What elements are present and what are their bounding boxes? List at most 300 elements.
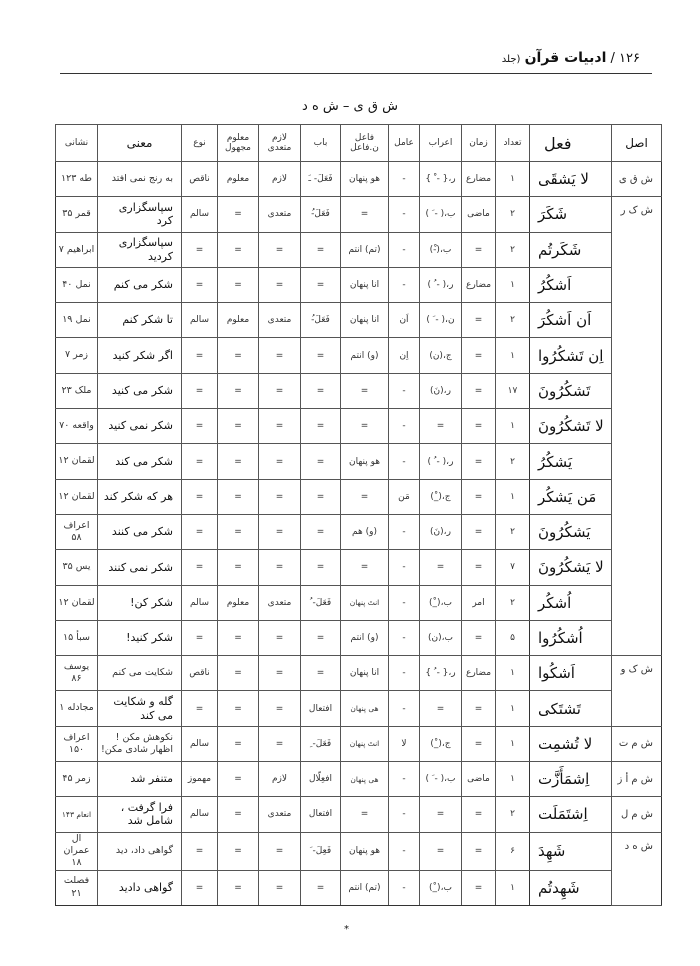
- cell-amel: مَن: [389, 479, 420, 514]
- cell-fael: (و) انتم: [341, 620, 389, 655]
- cell-mana: شکر نمی کنید: [98, 409, 182, 444]
- cell-fael: =: [341, 479, 389, 514]
- cell-erab: ج،(ن): [420, 338, 462, 373]
- cell-asl: ش ک و: [612, 656, 662, 727]
- cell-amel: -: [389, 620, 420, 655]
- table-row: [56, 197, 662, 232]
- cell-mana: شکر می کنم: [98, 267, 182, 302]
- cell-amel: -: [389, 373, 420, 408]
- cell-mana: نکوهش مکن ! اظهار شادی مکن!: [98, 726, 182, 761]
- table-row: [56, 409, 662, 444]
- table-row: [56, 444, 662, 479]
- cell-malum: =: [218, 409, 259, 444]
- cell-erab: ر،{ - ُ }: [420, 656, 462, 691]
- cell-lazem: متعدی: [259, 197, 301, 232]
- cell-zaman: =: [462, 514, 496, 549]
- cell-bab: فَعَلَ- ُ: [301, 585, 341, 620]
- running-head: [502, 50, 640, 66]
- cell-bab: فَعَلَ-ُ: [301, 197, 341, 232]
- table-row: [56, 514, 662, 549]
- cell-bab: =: [301, 514, 341, 549]
- header-neshani: نشانی: [56, 125, 98, 162]
- cell-bab: افتعال: [301, 691, 341, 726]
- table-row: [56, 691, 662, 726]
- cell-zaman: مضارع: [462, 656, 496, 691]
- cell-lazem: =: [259, 726, 301, 761]
- cell-bab: =: [301, 338, 341, 373]
- cell-bab: =: [301, 373, 341, 408]
- cell-naw: سالم: [182, 726, 218, 761]
- cell-bab: =: [301, 232, 341, 267]
- cell-lazem: =: [259, 338, 301, 373]
- cell-zaman: =: [462, 338, 496, 373]
- cell-amel: اَن: [389, 303, 420, 338]
- cell-mana: به رنج نمی افتد: [98, 162, 182, 197]
- cell-fael: انتَ پنهان: [341, 726, 389, 761]
- cell-fel: اَشکُوا: [530, 656, 612, 691]
- cell-asl: ش م ل: [612, 797, 662, 832]
- cell-fel: لا تُشمِت: [530, 726, 612, 761]
- header-bab: باب: [301, 125, 341, 162]
- cell-lazem: =: [259, 620, 301, 655]
- cell-zaman: ماضی: [462, 197, 496, 232]
- cell-amel: -: [389, 762, 420, 797]
- header-naw: نوع: [182, 125, 218, 162]
- cell-mana: شکر کن!: [98, 585, 182, 620]
- header-fel: فعل: [530, 125, 612, 162]
- cell-erab: ب،(-ْ): [420, 232, 462, 267]
- cell-fel: اِشتَمَلَت: [530, 797, 612, 832]
- cell-amel: -: [389, 267, 420, 302]
- cell-bab: =: [301, 620, 341, 655]
- cell-fael: انا پنهان: [341, 303, 389, 338]
- cell-tedad: ۱۷: [496, 373, 530, 408]
- cell-erab: ب،( - َ ): [420, 762, 462, 797]
- table-row: [56, 656, 662, 691]
- cell-mana: شکر نمی کنند: [98, 550, 182, 585]
- cell-lazem: =: [259, 550, 301, 585]
- header-mana: معنی: [98, 125, 182, 162]
- cell-fel: لا تَشکُرُونَ: [530, 409, 612, 444]
- cell-zaman: =: [462, 550, 496, 585]
- cell-bab: =: [301, 870, 341, 905]
- volume-label: (جلد: [501, 54, 521, 65]
- cell-malum: =: [218, 338, 259, 373]
- cell-bab: =: [301, 479, 341, 514]
- cell-fel: اُشکُرُوا: [530, 620, 612, 655]
- table-row: [56, 832, 662, 870]
- cell-bab: فَعَلَ- ـَ: [301, 162, 341, 197]
- cell-fael: =: [341, 550, 389, 585]
- cell-tedad: ۲: [496, 797, 530, 832]
- cell-lazem: لازم: [259, 162, 301, 197]
- cell-zaman: =: [462, 232, 496, 267]
- cell-fael: (تم) انتم: [341, 870, 389, 905]
- cell-fel: شَکَرتُم: [530, 232, 612, 267]
- cell-tedad: ۱: [496, 762, 530, 797]
- cell-mana: گواهی داد، دید: [98, 832, 182, 870]
- table-row: [56, 620, 662, 655]
- cell-amel: -: [389, 409, 420, 444]
- cell-bab: فَعَلَ- ِ: [301, 726, 341, 761]
- cell-lazem: =: [259, 514, 301, 549]
- cell-asl: ش م ت: [612, 726, 662, 761]
- cell-amel: -: [389, 585, 420, 620]
- cell-neshani: نمل ۴۰: [56, 267, 98, 302]
- cell-neshani: فصلت ۲۱: [56, 870, 98, 905]
- cell-neshani: ابراهیم ۷: [56, 232, 98, 267]
- cell-lazem: =: [259, 373, 301, 408]
- cell-lazem: =: [259, 479, 301, 514]
- table-row: [56, 797, 662, 832]
- cell-lazem: =: [259, 232, 301, 267]
- cell-amel: لا: [389, 726, 420, 761]
- cell-naw: =: [182, 691, 218, 726]
- book-title: ادبیات قرآن: [524, 50, 607, 66]
- verb-analysis-table: [55, 124, 662, 906]
- cell-bab: افتعال: [301, 797, 341, 832]
- header-erab: اعراب: [420, 125, 462, 162]
- cell-tedad: ۵: [496, 620, 530, 655]
- cell-tedad: ۱: [496, 656, 530, 691]
- cell-lazem: =: [259, 870, 301, 905]
- cell-lazem: لازم: [259, 762, 301, 797]
- cell-neshani: لقمان ۱۲: [56, 479, 98, 514]
- cell-fael: (و) انتم: [341, 338, 389, 373]
- cell-bab: =: [301, 444, 341, 479]
- cell-naw: سالم: [182, 585, 218, 620]
- cell-fael: هی پنهان: [341, 691, 389, 726]
- cell-naw: =: [182, 550, 218, 585]
- table-row: [56, 303, 662, 338]
- cell-tedad: ۱: [496, 162, 530, 197]
- cell-neshani: اعراف ۵۸: [56, 514, 98, 549]
- cell-erab: ب،(_ْ): [420, 870, 462, 905]
- table-row: [56, 338, 662, 373]
- cell-malum: =: [218, 656, 259, 691]
- cell-malum: =: [218, 691, 259, 726]
- cell-tedad: ۱: [496, 267, 530, 302]
- cell-mana: هر که شکر کند: [98, 479, 182, 514]
- cell-fael: =: [341, 409, 389, 444]
- cell-mana: شکر کنید!: [98, 620, 182, 655]
- cell-mana: سپاسگزاری کردید: [98, 232, 182, 267]
- table-body: [56, 162, 662, 906]
- cell-zaman: =: [462, 726, 496, 761]
- cell-mana: گله و شکایت می کند: [98, 691, 182, 726]
- cell-lazem: =: [259, 409, 301, 444]
- cell-neshani: قمر ۳۵: [56, 197, 98, 232]
- cell-malum: =: [218, 444, 259, 479]
- cell-amel: -: [389, 162, 420, 197]
- cell-neshani: یوسف ۸۶: [56, 656, 98, 691]
- cell-fel: اِن تَشکُرُوا: [530, 338, 612, 373]
- header-lazem: لازم متعدی: [259, 125, 301, 162]
- cell-amel: -: [389, 444, 420, 479]
- cell-lazem: =: [259, 444, 301, 479]
- cell-tedad: ۱: [496, 726, 530, 761]
- cell-erab: ن،( - َ ): [420, 303, 462, 338]
- cell-neshani: نمل ۱۹: [56, 303, 98, 338]
- cell-bab: افعِلّال: [301, 762, 341, 797]
- cell-zaman: =: [462, 303, 496, 338]
- table-row: [56, 373, 662, 408]
- cell-lazem: متعدی: [259, 585, 301, 620]
- table-row: [56, 479, 662, 514]
- cell-fael: انتَ پنهان: [341, 585, 389, 620]
- cell-asl: ش م أ ز: [612, 762, 662, 797]
- header-asl: اصل: [612, 125, 662, 162]
- cell-amel: -: [389, 197, 420, 232]
- cell-neshani: انعام ۱۴۳: [56, 797, 98, 832]
- cell-naw: =: [182, 620, 218, 655]
- cell-asl: ش ک ر: [612, 197, 662, 656]
- cell-malum: =: [218, 620, 259, 655]
- cell-zaman: =: [462, 797, 496, 832]
- cell-naw: =: [182, 479, 218, 514]
- cell-tedad: ۱: [496, 691, 530, 726]
- cell-bab: فَعَلَ-ُ: [301, 303, 341, 338]
- cell-naw: سالم: [182, 797, 218, 832]
- table-row: [56, 726, 662, 761]
- cell-fel: اُشکُر: [530, 585, 612, 620]
- cell-malum: =: [218, 797, 259, 832]
- cell-zaman: مضارع: [462, 267, 496, 302]
- cell-neshani: زمر ۷: [56, 338, 98, 373]
- header-zaman: زمان: [462, 125, 496, 162]
- cell-fael: هو پنهان: [341, 444, 389, 479]
- cell-erab: =: [420, 550, 462, 585]
- cell-lazem: =: [259, 832, 301, 870]
- cell-malum: =: [218, 514, 259, 549]
- cell-erab: =: [420, 797, 462, 832]
- cell-fel: اِشمَأَزَّت: [530, 762, 612, 797]
- cell-fel: یَشکُرُونَ: [530, 514, 612, 549]
- cell-tedad: ۲: [496, 444, 530, 479]
- cell-neshani: آل عمران ۱۸: [56, 832, 98, 870]
- cell-asl: ش ه د: [612, 832, 662, 905]
- cell-lazem: =: [259, 656, 301, 691]
- cell-malum: =: [218, 232, 259, 267]
- cell-mana: شکایت می کنم: [98, 656, 182, 691]
- cell-malum: =: [218, 267, 259, 302]
- header-rule: [60, 73, 652, 74]
- cell-lazem: متعدی: [259, 303, 301, 338]
- cell-naw: =: [182, 409, 218, 444]
- cell-zaman: مضارع: [462, 162, 496, 197]
- cell-naw: =: [182, 232, 218, 267]
- cell-erab: ج،(_ْ): [420, 726, 462, 761]
- cell-erab: =: [420, 691, 462, 726]
- cell-neshani: لقمان ۱۲: [56, 585, 98, 620]
- cell-mana: شکر می کنید: [98, 373, 182, 408]
- cell-fel: اَشکُرُ: [530, 267, 612, 302]
- cell-erab: =: [420, 832, 462, 870]
- cell-erab: ب،(_ْ): [420, 585, 462, 620]
- cell-zaman: ماضی: [462, 762, 496, 797]
- cell-bab: =: [301, 409, 341, 444]
- cell-naw: مهموز: [182, 762, 218, 797]
- cell-fael: هو پنهان: [341, 832, 389, 870]
- table-row: [56, 870, 662, 905]
- table-row: [56, 585, 662, 620]
- cell-fael: انا پنهان: [341, 267, 389, 302]
- table-row: [56, 267, 662, 302]
- cell-zaman: =: [462, 373, 496, 408]
- cell-neshani: زمر ۴۵: [56, 762, 98, 797]
- cell-naw: ناقص: [182, 162, 218, 197]
- cell-fael: =: [341, 197, 389, 232]
- cell-naw: ناقص: [182, 656, 218, 691]
- cell-neshani: مجادله ۱: [56, 691, 98, 726]
- cell-lazem: =: [259, 267, 301, 302]
- cell-naw: =: [182, 267, 218, 302]
- cell-mana: تا شکر کنم: [98, 303, 182, 338]
- cell-malum: =: [218, 726, 259, 761]
- cell-mana: شکر می کند: [98, 444, 182, 479]
- cell-fael: هی پنهان: [341, 762, 389, 797]
- cell-zaman: امر: [462, 585, 496, 620]
- cell-fael: =: [341, 373, 389, 408]
- cell-fel: لا یَشقَی: [530, 162, 612, 197]
- cell-zaman: =: [462, 832, 496, 870]
- cell-naw: =: [182, 338, 218, 373]
- cell-amel: -: [389, 514, 420, 549]
- cell-fael: هو پنهان: [341, 162, 389, 197]
- cell-malum: =: [218, 373, 259, 408]
- footer-mark: *: [344, 924, 349, 935]
- cell-tedad: ۱: [496, 870, 530, 905]
- cell-erab: ر،{ - ْ }: [420, 162, 462, 197]
- cell-amel: -: [389, 550, 420, 585]
- cell-zaman: =: [462, 444, 496, 479]
- cell-naw: =: [182, 832, 218, 870]
- cell-erab: =: [420, 409, 462, 444]
- cell-fael: انا پنهان: [341, 656, 389, 691]
- cell-fel: تَشکُرُونَ: [530, 373, 612, 408]
- cell-fael: (تم) انتم: [341, 232, 389, 267]
- header-row: [56, 125, 662, 162]
- cell-zaman: =: [462, 479, 496, 514]
- cell-erab: ب،(ن): [420, 620, 462, 655]
- cell-zaman: =: [462, 870, 496, 905]
- table-row: [56, 762, 662, 797]
- cell-lazem: متعدی: [259, 797, 301, 832]
- cell-mana: شکر می کنند: [98, 514, 182, 549]
- cell-fel: شَهِدَ: [530, 832, 612, 870]
- cell-bab: =: [301, 550, 341, 585]
- cell-zaman: =: [462, 409, 496, 444]
- section-title: ش ق ی – ش ه د: [302, 99, 398, 114]
- cell-neshani: یس ۳۵: [56, 550, 98, 585]
- cell-naw: =: [182, 870, 218, 905]
- cell-bab: =: [301, 267, 341, 302]
- cell-amel: -: [389, 870, 420, 905]
- table-row: [56, 550, 662, 585]
- cell-amel: -: [389, 232, 420, 267]
- cell-tedad: ۲: [496, 514, 530, 549]
- cell-erab: ر،(نَ): [420, 514, 462, 549]
- cell-malum: معلوم: [218, 303, 259, 338]
- cell-mana: فرا گرفت ، شامل شد: [98, 797, 182, 832]
- cell-malum: =: [218, 870, 259, 905]
- cell-malum: =: [218, 197, 259, 232]
- cell-tedad: ۱: [496, 409, 530, 444]
- cell-bab: فَعِلَ- َ: [301, 832, 341, 870]
- table-row: [56, 232, 662, 267]
- header-malum: معلوم مجهول: [218, 125, 259, 162]
- cell-mana: متنفر شد: [98, 762, 182, 797]
- cell-fael: (و) هم: [341, 514, 389, 549]
- cell-erab: ج،(_ْ): [420, 479, 462, 514]
- cell-asl: ش ق ی: [612, 162, 662, 197]
- cell-tedad: ۲: [496, 585, 530, 620]
- cell-malum: معلوم: [218, 162, 259, 197]
- cell-naw: =: [182, 514, 218, 549]
- cell-neshani: سبأ ۱۵: [56, 620, 98, 655]
- cell-tedad: ۲: [496, 232, 530, 267]
- header-amel: عامل: [389, 125, 420, 162]
- header-tedad: تعداد: [496, 125, 530, 162]
- cell-neshani: ملک ۲۳: [56, 373, 98, 408]
- cell-naw: =: [182, 373, 218, 408]
- cell-mana: اگر شکر کنید: [98, 338, 182, 373]
- cell-fel: مَن یَشکُر: [530, 479, 612, 514]
- cell-amel: اِن: [389, 338, 420, 373]
- cell-erab: ر،( - ُ ): [420, 267, 462, 302]
- cell-fel: شَهِدتُم: [530, 870, 612, 905]
- cell-erab: ر،(نَ): [420, 373, 462, 408]
- cell-fel: یَشکُرُ: [530, 444, 612, 479]
- cell-amel: -: [389, 691, 420, 726]
- separator: /: [610, 51, 615, 66]
- cell-zaman: =: [462, 620, 496, 655]
- cell-tedad: ۲: [496, 303, 530, 338]
- cell-erab: ب،( - َ ): [420, 197, 462, 232]
- header-fael: فاعل ن.فاعل: [341, 125, 389, 162]
- cell-malum: معلوم: [218, 585, 259, 620]
- cell-malum: =: [218, 832, 259, 870]
- cell-amel: -: [389, 832, 420, 870]
- cell-mana: گواهی دادید: [98, 870, 182, 905]
- cell-tedad: ۶: [496, 832, 530, 870]
- cell-fel: شَکَرَ: [530, 197, 612, 232]
- cell-fel: تَشتَکی: [530, 691, 612, 726]
- cell-neshani: طه ۱۲۳: [56, 162, 98, 197]
- cell-tedad: ۲: [496, 197, 530, 232]
- cell-erab: ر،( - ُ ): [420, 444, 462, 479]
- cell-malum: =: [218, 479, 259, 514]
- cell-amel: -: [389, 797, 420, 832]
- cell-zaman: =: [462, 691, 496, 726]
- cell-malum: =: [218, 550, 259, 585]
- cell-lazem: =: [259, 691, 301, 726]
- cell-tedad: ۱: [496, 479, 530, 514]
- cell-fael: =: [341, 797, 389, 832]
- cell-naw: سالم: [182, 197, 218, 232]
- cell-neshani: لقمان ۱۲: [56, 444, 98, 479]
- page-number: ۱۲۶: [619, 51, 640, 66]
- cell-bab: =: [301, 656, 341, 691]
- cell-malum: =: [218, 762, 259, 797]
- cell-tedad: ۷: [496, 550, 530, 585]
- cell-tedad: ۱: [496, 338, 530, 373]
- cell-amel: -: [389, 656, 420, 691]
- cell-fel: اَن اَشکُرَ: [530, 303, 612, 338]
- cell-neshani: اعراف ۱۵۰: [56, 726, 98, 761]
- cell-mana: سپاسگزاری کرد: [98, 197, 182, 232]
- table-row: [56, 162, 662, 197]
